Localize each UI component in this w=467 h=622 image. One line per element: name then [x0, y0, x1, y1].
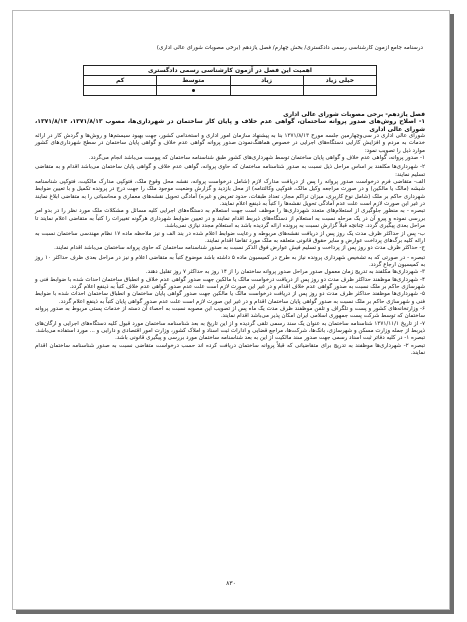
paragraph: ۷- از تاریخ ۱۳۷۱/۱۱/۱ شناسنامه ساختمان به عنوان یک سند رسمی تلقی گردیده و از این تاریخ به بعد شناسنامه ساختمان مورد قبول کلیه دستگاه‌های اجرایی و ارگان‌های ذیربط از جمله وزارت مسکن و شهرسازی، بانک‌ها، شرکت‌ها، مراجع قضایی و ادارات ثبت اسناد و املاک کشور، وزارت امور اقتصادی و دارایی و ... مورد استفاده می‌باشد. [35, 320, 425, 334]
chapter-title: فصل یازدهم- برخی مصوبات شورای عالی اداری [283, 111, 425, 118]
paragraph: ۵- شهرداری‌ها موظفند حداکثر ظرف مدت دو روز پس از دریافت درخواست مالک یا مالکین جهت صدور گواهی پایان ساختمان و انطباق ساختمان احداث شده با ضوابط فنی و شهرسازی حاکم بر ملک نسبت به صدور گواهی پایان ساختمان اقدام و در غیر این صورت لازم است علت عدم صدور گواهی پایان کتباً به ذینفع اعلام گردد. [35, 291, 425, 305]
document-page [12, 10, 450, 610]
importance-marks-row [84, 86, 377, 96]
importance-cell [157, 86, 230, 96]
selected-importance-mark [192, 89, 195, 92]
paragraph: تبصره ۲- شهرداری‌ها موظفند به تدریج برای متقاضیانی که قبلاً پروانه ساختمان دریافت کرده اند حسب درخواست متقاضی نسبت به صدور شناسنامه ساختمان اقدام نمایند. [35, 342, 425, 356]
paragraph: ۶- وزارتخانه‌های کشور و پست و تلگراف و تلفن موظفند ظرف مدت یک ماه پس از تصویب این مصوبه نسبت به احصاء آن دسته از خدمات پستی مربوط به صدور پروانه ساختمان که توسط شرکت پست جمهوری اسلامی ایران امکان پذیر می‌باشد اقدام نمایند. [35, 305, 425, 320]
chapter-content [35, 111, 425, 357]
paragraph: ۴- شهرداری‌ها موظفند حداکثر ظرف مدت دو روز پس از دریافت درخواست مالک یا مالکین جهت صدور گواهی عدم خلاف و انطباق ساختمان احداث شده با ضوابط فنی و شهرسازی حاکم بر ملک نسبت به صدور گواهی عدم خلاف اقدام و در غیر این صورت لازم است علت عدم صدور گواهی عدم خلاف کتباً به ذینفع اعلام گردد. [35, 276, 425, 290]
paragraph: ۱- اصلاح روش‌های صدور پروانه ساختمان، گواهی عدم خلاف و پایان کار ساختمان در شهرداری‌ها، مصوب ۱۳۷۱/۸/۱۳، ۱۳۷۱/۸/۱۴، شورای عالی اداری [35, 118, 425, 133]
chapter-paragraphs [35, 118, 425, 357]
importance-level: زیاد [230, 76, 303, 86]
importance-table-title: اهمیت این فصل در آزمون کارشناسی رسمی دادگستری [84, 66, 377, 76]
importance-cell [230, 86, 303, 96]
running-head: درسنامه جامع آزمون کارشناسی رسمی دادگستری/ بخش چهارم/ فصل یازدهم (برخی مصوبات شورای عالی اداری) [156, 45, 423, 51]
paragraph: تبصره ۱- در کلیه دفاتر ثبت اسناد رسمی جهت صدور سند مالکیت از این به بعد شناسنامه ساختمان مورد بررسی و پیگیری قانونی باشد. [115, 335, 425, 342]
paragraph: شورای عالی اداری در سی‌وچهارمین جلسه مورخ ۱۳۷۱/۸/۱۳ بنا به پیشنهاد سازمان امور اداری و استخدامی کشور، جهت بهبود سیستم‌ها و روش‌ها و گردش کار در ارائه خدمات به مردم و افزایش کارایی دستگاه‌های اجرایی در خصوص هماهنگ‌نمودن صدور پروانه گواهی عدم خلاف و گواهی پایان ساختمان در سطح شهرداری‌های کشور موارد ذیل را تصویب نمود: [35, 133, 426, 154]
paragraph: ۲- شهرداری‌ها مکلفند بر اساس مراحل ذیل نسبت به صدور شناسنامه ساختمان که حاوی پروانه، گواهی عدم خلاف و گواهی پایان ساختمان می‌باشد اقدام و به متقاضی تسلیم نمایند: [35, 164, 425, 178]
importance-level: خیلی زیاد [303, 76, 376, 86]
paragraph: تبصره - در صورتی که به تشخیص شهرداری پرونده نیاز به طرح در کمیسیون ماده ۵ داشته باشد موضوع کتباً به متقاضی اعلام و نیز در مراحل بعدی ظرف حداکثر ۱۰ روز به کمیسیون ارجاع گردد. [35, 254, 425, 268]
paragraph: تبصره - به منظور جلوگیری از استعلام‌های متعدد شهرداری‌ها را موظف است جهت استعلام به دستگاه‌های اجرایی کلیه مسائل و مشکلات ملک مورد نظر را در بدو امر بررسی نموده و پیرو آن در یک مرحله نسبت به استعلام از دستگاه‌های ذیربط اقدام نمایند و در تعیین ضوابط شهرداری هرگونه تغییرات را کتباً به متقاضی اعلام نمایند تا مراحل بعدی پیگیری گردد. چنانچه قبلاً گزارش نسبت به پرونده ارائه گردیده باشد به استعلام مجدد نیازی نمی‌باشد. [35, 208, 425, 230]
importance-cell [84, 86, 157, 96]
importance-cell [303, 86, 376, 96]
paragraph: ب- پس از حداکثر ظرف مدت یک روز پس از دریافت نقشه‌های مربوطه و رعایت ضوابط اعلام شده در بند الف و نیز ملاحظه ماده ۱۷ نظام مهندسی ساختمان نسبت به ارائه کلیه برگ‌های پرداخت عوارض و سایر حقوق قانونی متعلقه به ملک مورد تقاضا اقدام نمایند. [35, 230, 425, 244]
paragraph: الف- متقاضی فرم درخواست صدور پروانه را پس از دریافت مدارک لازم (شامل درخواست پروانه، نقشه محل وقوع ملک، فتوکپی مدارک مالکیت، فتوکپی شناسنامه شیشه (مالک یا مالکین) و در صورت مراجعه وکیل مالک، فتوکپی وکالتنامه) از محل بازدید و گزارش وضعیت موجود ملک را جهت درج در پرونده تکمیل و با تعیین ضوابط شهرداری حاکم بر ملک (شامل نوع کاربری، میزان تراکم مجاز، تعداد طبقات، حدود تعریض و غیره) آمادگی تحویل نقشه‌های معماری و محاسباتی را به متقاضی ابلاغ نمایند در غیر این صورت لازم است علت عدم آمادگی تحویل نقشه‌ها را کتباً به ذینفع اعلام نمایند. [35, 179, 425, 208]
paragraph: ۱- صدور پروانه، گواهی عدم خلاف و گواهی پایان ساختمان توسط شهرداری‌های کشور طبق شناسنامه ساختمان که پیوست می‌باشد انجام می‌گردد. [88, 155, 425, 162]
importance-level: متوسط [157, 76, 230, 86]
importance-level: کم [84, 76, 157, 86]
paragraph: ج- حداکثر ظرف مدت دو روز پس از پرداخت و تسلیم فیش عوارض فوق الذکر نسبت به صدور شناسنامه ساختمان که حاوی پروانه ساختمان می‌باشد اقدام نمایند. [54, 245, 425, 252]
importance-levels-row [84, 76, 377, 86]
paragraph: ۳- شهرداری‌ها مکلفند به تدریج زمان معمول صدور مراحل صدور پروانه ساختمان را از ۱۴ روز به حداکثر ۷ روز تقلیل دهند. [145, 269, 425, 276]
importance-table [83, 65, 377, 96]
page-number: ۸۳۰ [226, 580, 236, 587]
